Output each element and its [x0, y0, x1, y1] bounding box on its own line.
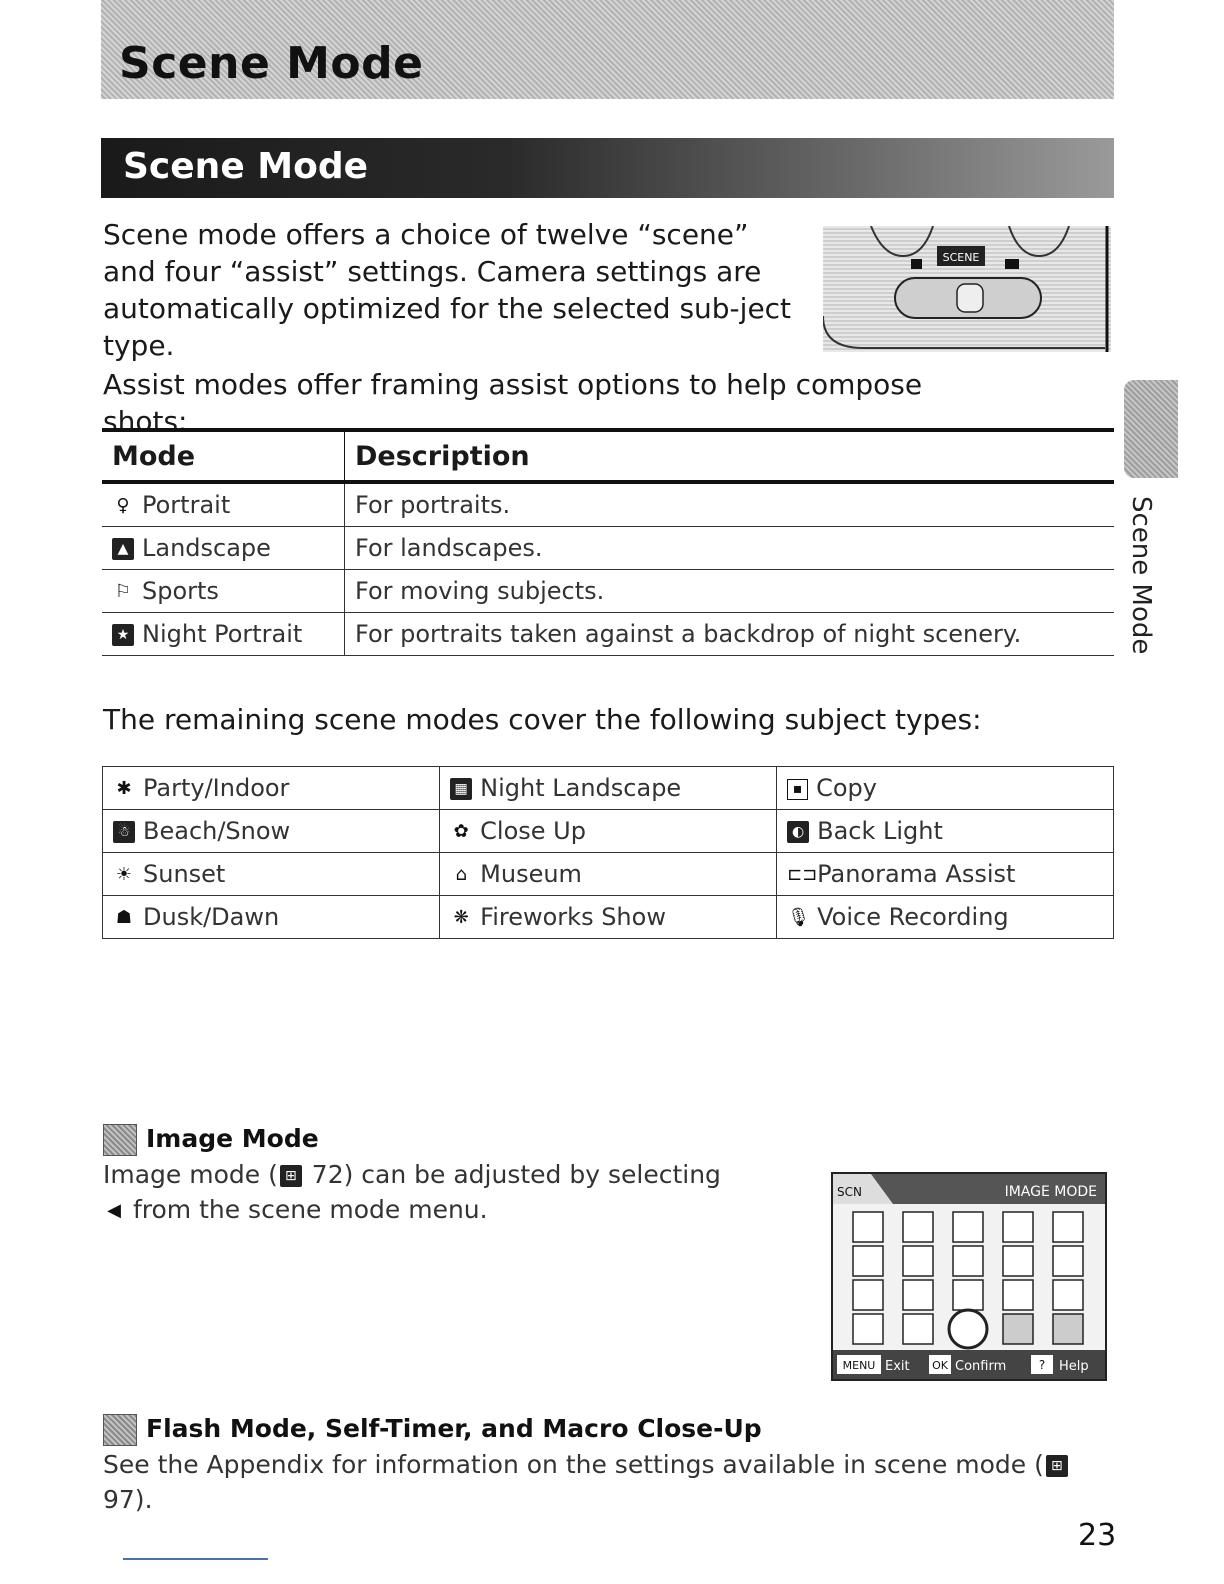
mode-description: For portraits taken against a backdrop of night scenery.: [345, 613, 1115, 656]
museum-icon: ⌂: [455, 864, 467, 885]
assist-modes-table: [102, 428, 1114, 656]
lcd-selected-image-mode: [949, 1310, 987, 1348]
description-header: Description: [345, 430, 1115, 482]
camera-dial-drawing: [823, 226, 1111, 352]
image-mode-icon: ◀: [107, 1200, 121, 1221]
note-magnifier-icon: [103, 1124, 137, 1156]
note-magnifier-icon: [103, 1414, 137, 1446]
mode-label: Sports: [142, 577, 219, 605]
mode-label: Beach/Snow: [143, 817, 291, 845]
lcd-exit-label: Exit: [885, 1359, 910, 1374]
table-row: [103, 853, 1114, 896]
scene-badge-text: SCENE: [942, 251, 980, 264]
landscape-icon: ▲: [112, 538, 134, 560]
lcd-menu-key: MENU: [842, 1359, 876, 1372]
scene-reference-icon: ⊞: [280, 1165, 302, 1187]
flash-mode-note-body: See the Appendix for information on the settings available in scene mode ( ⊞ 97).: [103, 1447, 1113, 1517]
table-row: [103, 767, 1114, 810]
lcd-help-label: Help: [1059, 1359, 1089, 1374]
mode-label: Voice Recording: [817, 903, 1009, 931]
remaining-modes-table: [102, 766, 1114, 939]
voice-recording-icon: 🎙: [787, 907, 810, 928]
camera-mode-dial-illustration: [823, 226, 1111, 352]
mode-description: For moving subjects.: [345, 570, 1115, 613]
lcd-scn-label: SCN: [837, 1185, 862, 1199]
chapter-title: Scene Mode: [119, 38, 424, 89]
panorama-assist-icon: ⊏⊐: [787, 864, 818, 885]
page-number: 23: [1078, 1518, 1117, 1553]
table-row: [102, 570, 1114, 613]
chapter-side-label: Scene Mode: [1126, 496, 1156, 655]
image-mode-note-body: Image mode ( ⊞ 72) can be adjusted by selecting ◀ from the scene mode menu.: [103, 1160, 721, 1224]
mode-label: Party/Indoor: [143, 774, 290, 802]
lcd-image-mode-menu: [831, 1172, 1107, 1381]
mode-label: Sunset: [143, 860, 226, 888]
lcd-confirm-label: Confirm: [955, 1359, 1007, 1374]
footer-rule: [123, 1558, 268, 1560]
camera-icon: [911, 259, 922, 269]
mode-label: Copy: [816, 774, 877, 802]
flash-mode-note-title: Flash Mode, Self-Timer, and Macro Close-Up: [146, 1414, 762, 1443]
back-light-icon: ◐: [787, 821, 809, 843]
night-portrait-icon: ★: [112, 624, 134, 646]
close-up-icon: ✿: [453, 821, 469, 842]
lcd-help-key: ?: [1038, 1358, 1046, 1372]
portrait-icon: ♀: [116, 495, 130, 516]
mode-label: Portrait: [142, 491, 231, 519]
mode-description: For portraits.: [345, 482, 1115, 527]
mode-header: Mode: [102, 430, 345, 482]
intro-paragraph: Scene mode offers a choice of twelve “scene” and four “assist” settings. Camera settings are automatically optimized for the selected sub-ject type.: [103, 218, 792, 362]
movie-icon: [1005, 259, 1019, 269]
table-row: [103, 896, 1114, 939]
lcd-title: IMAGE MODE: [1004, 1184, 1097, 1200]
beach-snow-icon: ☃: [113, 821, 135, 843]
section-title-banner: [101, 138, 1114, 198]
mode-label: Museum: [480, 860, 582, 888]
mode-label: Dusk/Dawn: [143, 903, 280, 931]
table-row: [102, 482, 1114, 527]
mode-label: Panorama Assist: [817, 860, 1016, 888]
table-row: [102, 613, 1114, 656]
mode-label: Back Light: [817, 817, 943, 845]
mode-label: Night Landscape: [480, 774, 682, 802]
remaining-modes-intro: The remaining scene modes cover the following subject types:: [103, 703, 982, 736]
section-title: Scene Mode: [123, 146, 369, 187]
image-mode-note-title: Image Mode: [146, 1124, 319, 1153]
mode-label: Night Portrait: [142, 620, 303, 648]
mode-label: Landscape: [142, 534, 271, 562]
table-row: [102, 527, 1114, 570]
fireworks-show-icon: ❋: [453, 907, 469, 928]
lcd-ok-key: OK: [932, 1359, 948, 1372]
mode-label: Fireworks Show: [480, 903, 666, 931]
table-header-row: [102, 430, 1114, 482]
assist-intro-line: Assist modes offer framing assist options to help compose shots:: [103, 368, 923, 438]
night-landscape-icon: ▦: [450, 778, 472, 800]
lcd-menu-drawing: [833, 1174, 1105, 1379]
table-row: [103, 810, 1114, 853]
mode-description: For landscapes.: [345, 527, 1115, 570]
party-indoor-icon: ✱: [116, 778, 132, 799]
sunset-icon: ☀: [115, 864, 133, 885]
mode-label: Close Up: [480, 817, 586, 845]
scene-reference-icon: ⊞: [1046, 1455, 1068, 1477]
sports-icon: ⚐: [114, 581, 132, 602]
chapter-side-tab: [1124, 380, 1178, 478]
dusk-dawn-icon: ☗: [115, 907, 133, 928]
copy-icon: ▪: [787, 779, 808, 800]
chapter-title-banner: [101, 0, 1114, 99]
